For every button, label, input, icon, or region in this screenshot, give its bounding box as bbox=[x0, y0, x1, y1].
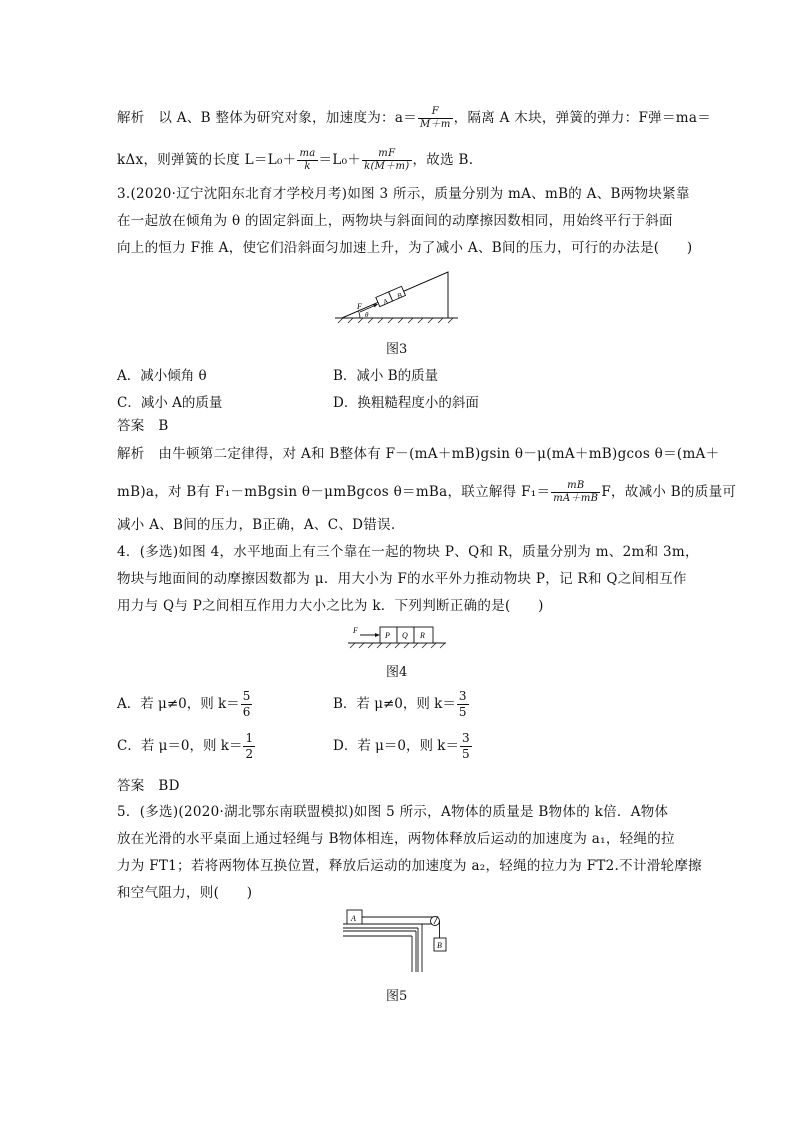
analysis-line-1 bbox=[117, 106, 711, 131]
q4-answer: 答案 BD bbox=[117, 778, 180, 794]
option-text: D．若 μ＝0，则 k＝ bbox=[333, 738, 459, 754]
figure-4-caption: 图4 bbox=[386, 665, 408, 680]
fraction bbox=[241, 689, 253, 720]
analysis-text: kΔx，则弹簧的长度 L＝L₀＋ bbox=[117, 152, 297, 168]
analysis-line-2 bbox=[117, 148, 473, 173]
q3-analysis-line-3: 减小 A、B间的压力，B正确，A、C、D错误. bbox=[117, 517, 396, 533]
q4-option-d bbox=[333, 731, 473, 762]
figure-label-B: B bbox=[395, 291, 404, 301]
fraction-numerator: mB bbox=[551, 480, 600, 493]
figure-5-pulley-table bbox=[338, 906, 460, 974]
figure-label-A: A bbox=[381, 297, 390, 307]
q4-stem-line-2: 物块与地面间的动摩擦因数都为 μ．用大小为 F的水平外力推动物块 P，记 R和 Q之间相互作 bbox=[117, 571, 687, 587]
q3-stem-line-1: 3.(2020·辽宁沈阳东北育才学校月考)如图 3 所示，质量分别为 mA、mB的 A、B两物块紧靠 bbox=[117, 186, 690, 202]
fraction-numerator: 3 bbox=[461, 731, 470, 745]
fraction bbox=[362, 148, 411, 173]
fraction-numerator: ma bbox=[299, 148, 316, 159]
q3-option-a: A．减小倾角 θ bbox=[117, 368, 207, 384]
figure-label-F: F bbox=[353, 626, 358, 635]
q3-stem-line-3: 向上的恒力 F推 A，使它们沿斜面匀加速上升，为了减小 A、B间的压力，可行的办法是( ) bbox=[117, 240, 693, 256]
fraction bbox=[297, 148, 317, 173]
analysis-text: F，故减小 B的质量可 bbox=[601, 484, 737, 500]
fraction-denominator: k(M＋m) bbox=[364, 161, 410, 172]
figure-3-incline bbox=[330, 268, 465, 326]
q4-option-c bbox=[117, 731, 256, 762]
figure-label-Q: Q bbox=[402, 631, 408, 640]
fraction-denominator: 5 bbox=[458, 705, 467, 719]
figure-label-F: F bbox=[357, 302, 362, 311]
q3-option-d: D．换粗糙程度小的斜面 bbox=[333, 395, 479, 411]
fraction-numerator: F bbox=[418, 106, 453, 119]
q3-answer: 答案 B bbox=[117, 418, 169, 434]
figure-label-theta: θ bbox=[365, 311, 369, 319]
fraction bbox=[551, 480, 600, 505]
q3-option-b: B．减小 B的质量 bbox=[333, 368, 439, 384]
figure-label-P: P bbox=[385, 631, 390, 640]
fraction-denominator: k bbox=[304, 161, 311, 172]
option-text: A．若 μ≠0，则 k＝ bbox=[117, 696, 240, 712]
fraction-numerator: 1 bbox=[245, 731, 254, 745]
q3-analysis-line-1: 解析 由牛顿第二定律得，对 A和 B整体有 F－(mA＋mB)gsin θ－μ(mA＋mB)gcos θ＝(mA＋ bbox=[117, 446, 720, 462]
figure-4-blocks bbox=[346, 622, 448, 652]
fraction-denominator: 6 bbox=[242, 705, 251, 719]
fraction bbox=[243, 731, 255, 762]
q4-stem-line-1: 4．(多选)如图 4，水平地面上有三个靠在一起的物块 P、Q和 R，质量分别为 m、2m和 3m， bbox=[117, 544, 699, 560]
fraction bbox=[460, 731, 472, 762]
fraction bbox=[457, 689, 469, 720]
q5-stem-line-4: 和空气阻力，则( ) bbox=[117, 885, 253, 901]
fraction-numerator: mF bbox=[362, 148, 411, 161]
q3-analysis-line-2 bbox=[117, 480, 736, 505]
figure-3-caption: 图3 bbox=[386, 342, 408, 357]
figure-label-R: R bbox=[420, 631, 425, 640]
q5-stem-line-3: 力为 FT1；若将两物体互换位置，释放后运动的加速度为 a₂，轻绳的拉力为 FT2.不计滑轮摩擦 bbox=[117, 858, 702, 874]
fraction-denominator: 5 bbox=[461, 747, 470, 761]
fraction-numerator: 5 bbox=[242, 689, 251, 703]
q3-stem-line-2: 在一起放在倾角为 θ 的固定斜面上，两物块与斜面间的动摩擦因数相同，用始终平行于斜面 bbox=[117, 213, 673, 229]
option-text: B．若 μ≠0，则 k＝ bbox=[333, 696, 456, 712]
analysis-text: ，隔离 A 木块，弹簧的弹力：F弹＝ma＝ bbox=[453, 110, 711, 126]
q5-stem-line-1: 5．(多选)(2020·湖北鄂东南联盟模拟)如图 5 所示，A物体的质量是 B物体的 k倍．A物体 bbox=[117, 804, 669, 820]
fraction-denominator: M＋m bbox=[420, 119, 451, 130]
figure-label-A: A bbox=[351, 914, 356, 923]
figure-label-B: B bbox=[437, 941, 442, 950]
fraction-denominator: 2 bbox=[245, 747, 254, 761]
analysis-text: ，故选 B. bbox=[412, 152, 474, 168]
q3-option-c: C．减小 A的质量 bbox=[117, 395, 223, 411]
fraction-numerator: 3 bbox=[458, 689, 467, 703]
fraction bbox=[418, 106, 453, 131]
analysis-text: mB)a，对 B有 F₁－mBgsin θ－μmBgcos θ＝mBa，联立解得 F₁＝ bbox=[117, 484, 551, 500]
analysis-text: 解析 以 A、B 整体为研究对象，加速度为：a＝ bbox=[117, 110, 418, 126]
figure-5-caption: 图5 bbox=[386, 989, 408, 1004]
q4-option-b bbox=[333, 689, 470, 720]
q4-stem-line-3: 用力与 Q与 P之间相互作用力大小之比为 k．下列判断正确的是( ) bbox=[117, 598, 544, 614]
q5-stem-line-2: 放在光滑的水平桌面上通过轻绳与 B物体相连，两物体释放后运动的加速度为 a₁，轻绳的拉 bbox=[117, 831, 675, 847]
fraction-denominator: mA＋mB bbox=[553, 493, 599, 504]
analysis-text: ＝L₀＋ bbox=[318, 152, 362, 168]
option-text: C．若 μ＝0，则 k＝ bbox=[117, 738, 243, 754]
q4-option-a bbox=[117, 689, 253, 720]
